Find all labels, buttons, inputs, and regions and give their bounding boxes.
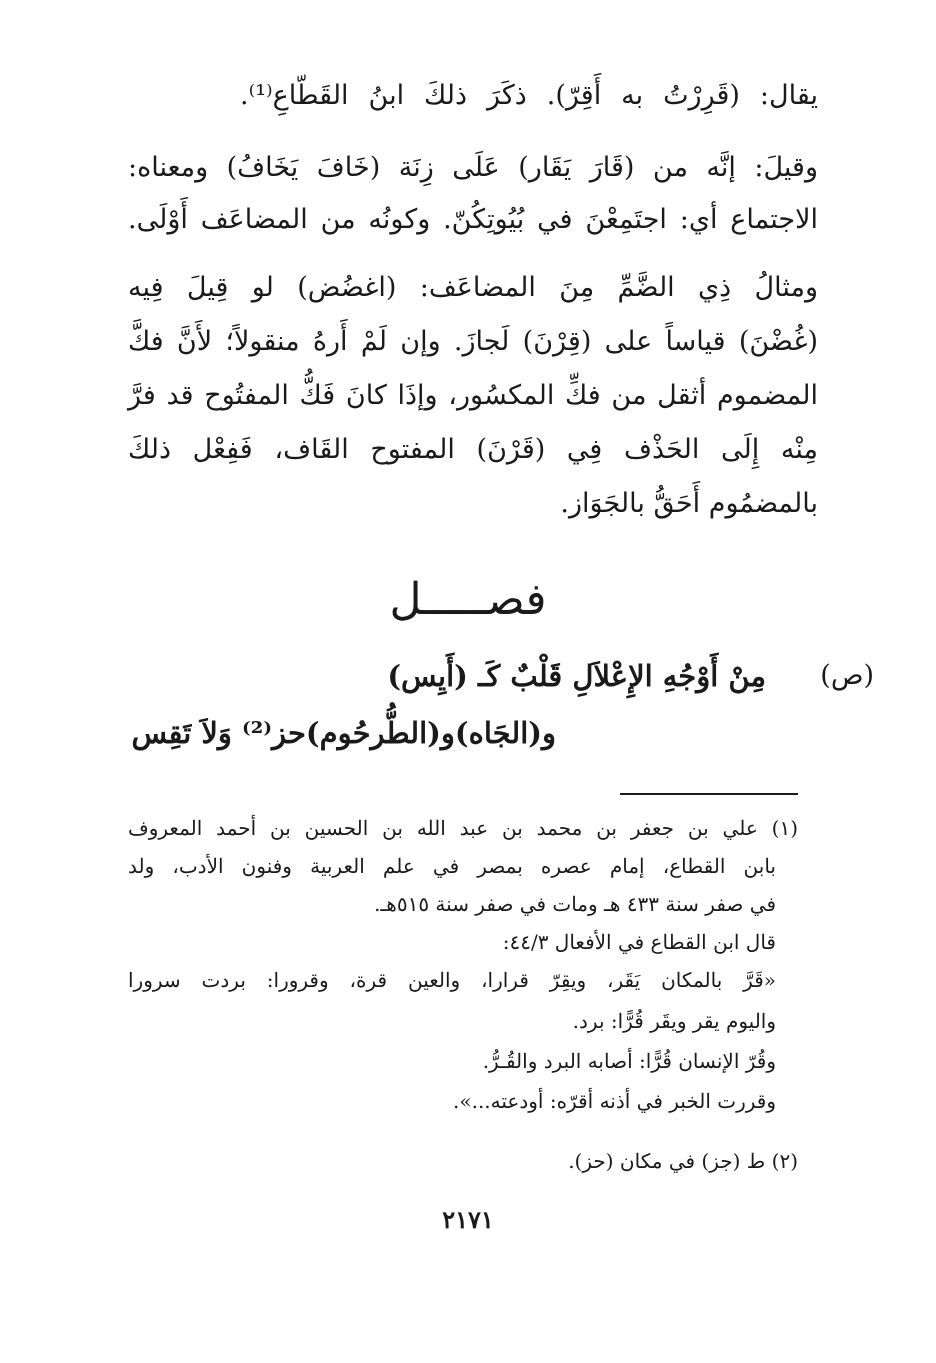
footnote-line-2: بابن القطاع، إمام عصره بمصر في علم العربية وفنون الأدب، ولد [128,854,776,878]
footnote-line-7: وقُرّ الإنسان قُرًّا: أصابه البرد والقُـرُّ. [482,1049,776,1073]
body-line-7: مِنْه إِلَى الحَذْف فِي (قَرْنَ) المفتوح القَاف، فَفِعْل ذلكَ [128,434,818,465]
footnote-separator [620,793,798,795]
body-line-4: ومثالُ ذِي الضَّمِّ مِنَ المضاعَف: (اغضُض) لو قِيلَ فِيه [128,272,818,303]
footnote-line-4: قال ابن القطاع في الأفعال ٤٤/٣: [502,930,776,954]
body-line-5: (غُضْنَ) قياساً على (قِرْنَ) لَجازَ. وإن لَمْ أَرهُ منقولاً؛ لأَنَّ فكَّ [128,326,818,357]
body-line-6: المضموم أثقل من فكِّ المكسُور، وإذَا كانَ فَكُّ المفتُوح قد فرَّ [128,380,818,411]
verse-line-2: و(الجَاه)و(الطُّرحُوم)حز⁽²⁾ وَلاَ تَقِس [131,716,556,750]
footnote-line-5: «قَرَّ بالمكان يَقَر، ويقِرّ قرارا، والعين قرة، وقرورا: بردت سرورا [128,968,776,992]
body-line-1: يقال: (قَرِرْتُ به أَقِرّ). ذكَرَ ذلكَ ابنُ القَطّاعِ⁽¹⁾. [240,80,818,111]
verse-line-1: مِنْ أَوْجُهِ الإِعْلاَلِ قَلْبٌ كَـ (أَيِس) [387,659,766,693]
body-line-8: بالمضمُوم أَحَقُّ بالجَوَاز. [560,488,818,519]
page-number: ٢١٧١ [442,1205,494,1234]
body-line-3: الاجتماع أي: اجتَمِعْنَ في بُيُوتِكُنّ. وكونُه من المضاعَف أَوْلَى. [128,204,818,235]
verse-marker: (ص) [820,660,874,691]
footnote-line-6: واليوم يقر ويقَر قُرًّا: برد. [572,1009,776,1033]
footnote-line-3: في صفر سنة ٤٣٣ هـ ومات في صفر سنة ٥١٥هـ. [374,892,776,916]
footnote-line-9: (٢) ط (جز) في مكان (حز). [568,1149,798,1173]
footnote-line-1: (١) علي بن جعفر بن محمد بن عبد الله بن الحسين بن أحمد المعروف [128,816,798,840]
body-line-2: وقيلَ: إنَّه من (قَارَ يَقَار) عَلَى زِنَة (خَافَ يَخَافُ) ومعناه: [128,152,818,183]
footnote-line-8: وقررت الخبر في أذنه أقرّه: أودعته...». [453,1089,776,1113]
section-heading: فصـــــل [389,574,547,625]
